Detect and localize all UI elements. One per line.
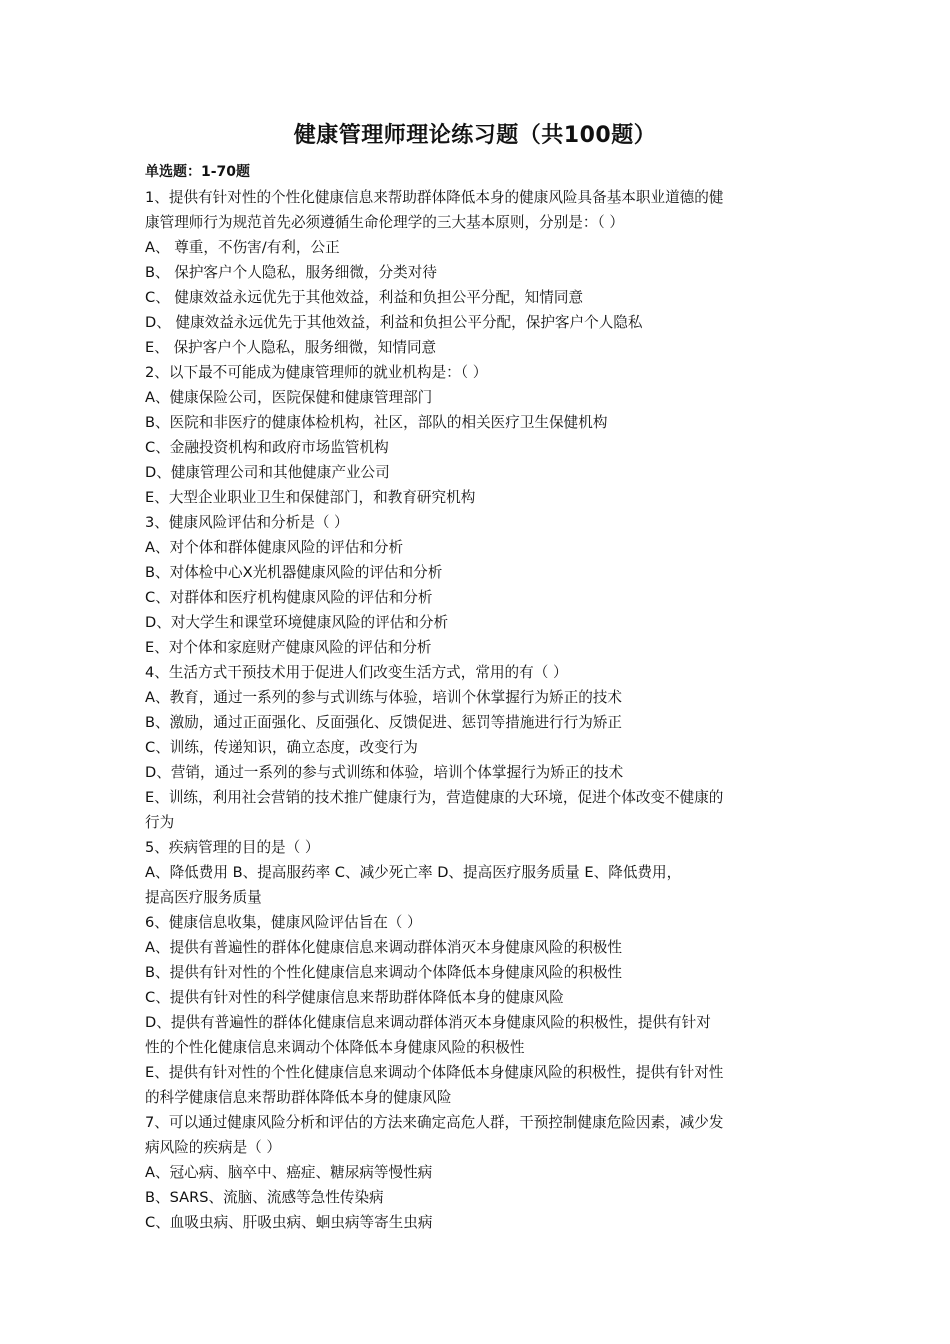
text-line: 康管理师行为规范首先必须遵循生命伦理学的三大基本原则，分别是：（ ）: [145, 214, 624, 231]
page-title: 健康管理师理论练习题（共100题）: [293, 123, 657, 148]
text-line: 5、疾病管理的目的是（ ）: [145, 839, 320, 856]
text-line: C、训练，传递知识，确立态度，改变行为: [145, 739, 418, 756]
text-line: A、教育，通过一系列的参与式训练与体验，培训个休掌握行为矫正的技术: [145, 689, 622, 706]
text-line: E、大型企业职业卫生和保健部门，和教育研究机构: [145, 489, 476, 506]
text-line: 提高医疗服务质量: [145, 889, 262, 906]
question-list: [145, 185, 810, 1235]
text-line: B、 保护客户个人隐私，服务细微，分类对待: [145, 264, 437, 281]
text-line: 1、提供有针对性的个性化健康信息来帮助群体降低本身的健康风险具备基本职业道德的健: [145, 189, 724, 206]
text-line: 4、生活方式干预技术用于促进人们改变生活方式，常用的有（ ）: [145, 664, 568, 681]
text-line: D、健康管理公司和其他健康产业公司: [145, 464, 390, 481]
text-line: C、血吸虫病、肝吸虫病、蛔虫病等寄生虫病: [145, 1214, 433, 1231]
text-line: A、对个体和群体健康风险的评估和分析: [145, 539, 404, 556]
text-line: D、提供有普遍性的群体化健康信息来调动群体消灭本身健康风险的积极性，提供有针对: [145, 1014, 711, 1031]
text-line: E、 保护客户个人隐私，服务细微，知情同意: [145, 339, 437, 356]
text-line: 性的个性化健康信息来调动个体降低本身健康风险的积极性: [145, 1039, 525, 1056]
text-line: B、提供有针对性的个性化健康信息来调动个体降低本身健康风险的积极性: [145, 964, 623, 981]
text-line: 2、以下最不可能成为健康管理师的就业机构是：（ ）: [145, 364, 488, 381]
text-line: E、对个体和家庭财产健康风险的评估和分析: [145, 639, 432, 656]
text-line: D、 健康效益永远优先于其他效益，利益和负担公平分配，保护客户个人隐私: [145, 314, 643, 331]
text-line: A、降低费用 B、提高服药率 C、减少死亡率 D、提高医疗服务质量 E、降低费用，: [145, 864, 682, 881]
text-line: A、提供有普遍性的群体化健康信息来调动群体消灭本身健康风险的积极性: [145, 939, 622, 956]
text-line: A、冠心病、脑卒中、癌症、糖尿病等慢性病: [145, 1164, 433, 1181]
text-line: C、提供有针对性的科学健康信息来帮助群体降低本身的健康风险: [145, 989, 564, 1006]
section-label: 单选题：1-70题: [145, 164, 251, 180]
text-line: C、对群体和医疗机构健康风险的评估和分析: [145, 589, 433, 606]
text-line: B、医院和非医疗的健康体检机构，社区，部队的相关医疗卫生保健机构: [145, 414, 608, 431]
text-line: A、 尊重，不伤害/有利，公正: [145, 239, 340, 256]
text-line: 6、健康信息收集，健康风险评估旨在（ ）: [145, 914, 422, 931]
text-line: D、营销，通过一系列的参与式训练和体验，培训个体掌握行为矫正的技术: [145, 764, 624, 781]
text-line: 行为: [145, 814, 175, 831]
text-line: B、SARS、流脑、流感等急性传染病: [145, 1189, 384, 1206]
text-line: E、提供有针对性的个性化健康信息来调动个体降低本身健康风险的积极性，提供有针对性: [145, 1064, 724, 1081]
text-line: 7、可以通过健康风险分析和评估的方法来确定高危人群，干预控制健康危险因素，减少发: [145, 1114, 724, 1131]
text-line: E、训练，利用社会营销的技术推广健康行为，营造健康的大环境，促进个体改变不健康的: [145, 789, 724, 806]
text-line: C、金融投资机构和政府市场监管机构: [145, 439, 389, 456]
text-line: D、对大学生和课堂环境健康风险的评估和分析: [145, 614, 449, 631]
text-line: B、激励，通过正面强化、反面强化、反馈促进、惩罚等措施进行行为矫正: [145, 714, 623, 731]
text-line: 3、健康风险评估和分析是（ ）: [145, 514, 349, 531]
document-body: [145, 160, 810, 1235]
text-line: 的科学健康信息来帮助群体降低本身的健康风险: [145, 1089, 452, 1106]
text-line: B、对体检中心X光机器健康风险的评估和分析: [145, 564, 443, 581]
text-line: A、健康保险公司，医院保健和健康管理部门: [145, 389, 433, 406]
text-line: 病风险的疾病是（ ）: [145, 1139, 281, 1156]
text-line: C、 健康效益永远优先于其他效益，利益和负担公平分配，知情同意: [145, 289, 584, 306]
